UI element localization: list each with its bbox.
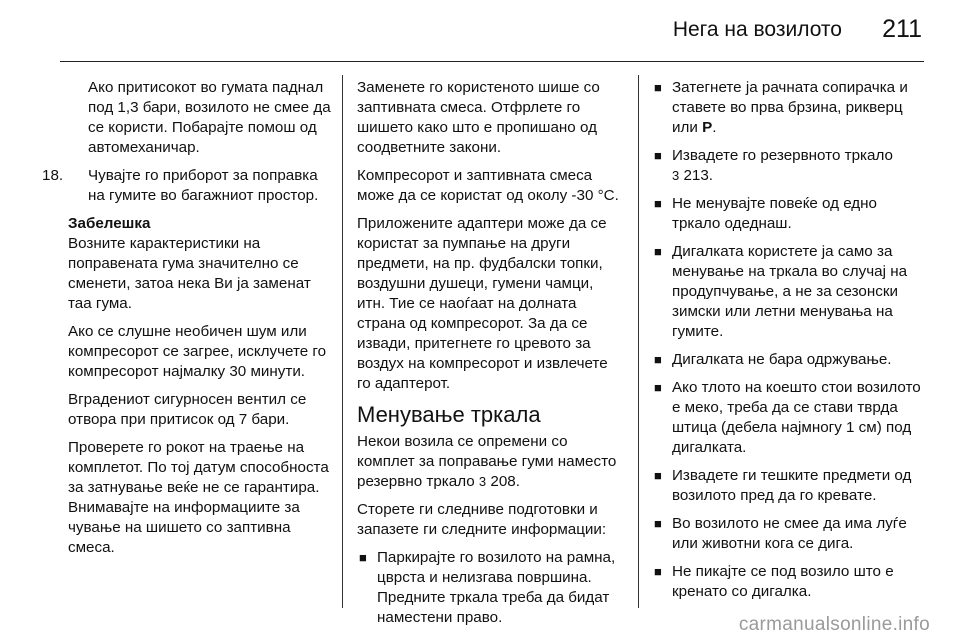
step-number: 18. <box>42 167 64 184</box>
list-item <box>652 194 924 234</box>
list-item-text: Извадете го резервното тркало <box>672 147 893 164</box>
list-item-text: Не менувајте повеќе од едно тркало одеднаш. <box>672 195 878 232</box>
note-paragraph: Возните карактеристики на поправената гума значително се сменети, затоа нека Ви ја заменат таа гума. <box>68 235 311 312</box>
note-paragraph: Проверете го рокот на траење на комплетот. По тој датум способноста за затнување веќе не се гарантира. Внимавајте на информациите за чување на шишето со заптивна смеса. <box>68 439 329 556</box>
note-title: Забелешка <box>68 215 151 232</box>
gear-p-label: P <box>702 119 713 136</box>
paragraph: Заменете го користеното шише со заптивната смеса. Отфрлете го шишето како што е пропишано од соодветните закони. <box>357 79 600 156</box>
page-number: 211 <box>882 15 922 43</box>
page-reference-icon: 3 <box>672 168 680 183</box>
column-1 <box>42 78 338 566</box>
paragraph-text: Некои возила се опремени со комплет за поправање гуми наместо резервно тркало <box>357 433 617 490</box>
step-text: Чувајте го приборот за поправка на гумите во багажниот простор. <box>88 167 319 204</box>
section-heading: Менување тркала <box>357 402 541 427</box>
watermark: carmanualsonline.info <box>738 614 930 635</box>
list-item-text: Извадете ги тешките предмети од возилото пред да го кревате. <box>672 467 912 504</box>
list-item <box>652 466 924 506</box>
column-divider-2 <box>638 75 639 608</box>
list-item-text: Во возилото не смее да има луѓе или животни кога се дига. <box>672 515 907 552</box>
section-title: Нега на возилото <box>672 18 842 41</box>
square-bullet-icon: ■ <box>654 352 662 367</box>
square-bullet-icon: ■ <box>654 564 662 579</box>
paragraph: Сторете ги следниве подготовки и запазете ги следните информации: <box>357 501 607 538</box>
list-item-text: Ако тлото на коешто стои возилото е меко, треба да се стави тврда штица (дебела најмногу 1 см) под дигалката. <box>672 379 921 456</box>
list-item-text: Паркирајте го возилото на рамна, цврста и нелизгава површина. Предните тркала треба да бидат наместени право. <box>377 549 616 626</box>
list-item <box>652 514 924 554</box>
square-bullet-icon: ■ <box>654 244 662 259</box>
square-bullet-icon: ■ <box>654 380 662 395</box>
list-item <box>652 242 924 342</box>
page-header <box>0 0 960 62</box>
bullet-list <box>652 78 924 602</box>
page-reference-icon: 3 <box>478 474 487 489</box>
paragraph: Приложените адаптери може да се користат за пумпање на други предмети, на пр. фудбалски топки, воздушни душеци, гумени чамци, итн. Тие се наоѓаат на долната страна од компресорот. За да се извади, притегнете го цревото за воздух на компресорот и извлечете го адаптерот. <box>357 215 608 392</box>
square-bullet-icon: ■ <box>654 516 662 531</box>
header-rule <box>60 61 924 62</box>
page-reference-link[interactable]: 208. <box>490 473 520 490</box>
page-reference-link[interactable]: 213. <box>683 167 714 184</box>
list-item-text: Затегнете ја рачната сопирачка и ставете во прва брзина, рикверц или <box>672 79 908 136</box>
step-17-continuation: Ако притисокот во гумата паднал под 1,3 бари, возилото не смее да се користи. Побарајте помош од автомеханичар. <box>88 79 331 156</box>
square-bullet-icon: ■ <box>654 468 662 483</box>
paragraph <box>357 432 625 492</box>
list-item <box>652 562 924 602</box>
list-item <box>652 350 924 370</box>
step-18 <box>42 166 338 206</box>
note-paragraph: Ако се слушне необичен шум или компресорот се загрее, исклучете го компресорот најмалку 30 минути. <box>68 323 327 380</box>
paragraph: Компресорот и заптивната смеса може да се користат од околу -30 °C. <box>357 167 619 204</box>
square-bullet-icon: ■ <box>654 80 662 95</box>
list-item-text: Дигалката не бара одржување. <box>672 351 892 368</box>
note-paragraph: Вградениот сигурносен вентил се отвора при притисок од 7 бари. <box>68 391 307 428</box>
list-item <box>652 146 924 186</box>
square-bullet-icon: ■ <box>359 550 367 565</box>
square-bullet-icon: ■ <box>654 148 662 163</box>
list-item <box>357 548 625 628</box>
punctuation: . <box>712 119 717 136</box>
square-bullet-icon: ■ <box>654 196 662 211</box>
list-item-text: Не пикајте се под возило што е кренато со дигалка. <box>672 563 894 600</box>
list-item-text: Дигалката користете ја само за менување на тркала во случај на продупчување, а не за сезонски зимски или летни менувања на гумите. <box>672 243 908 340</box>
list-item <box>652 78 924 138</box>
bullet-list <box>357 548 625 628</box>
column-2 <box>357 78 625 636</box>
column-3 <box>652 78 924 610</box>
list-item <box>652 378 924 458</box>
column-divider-1 <box>342 75 343 608</box>
